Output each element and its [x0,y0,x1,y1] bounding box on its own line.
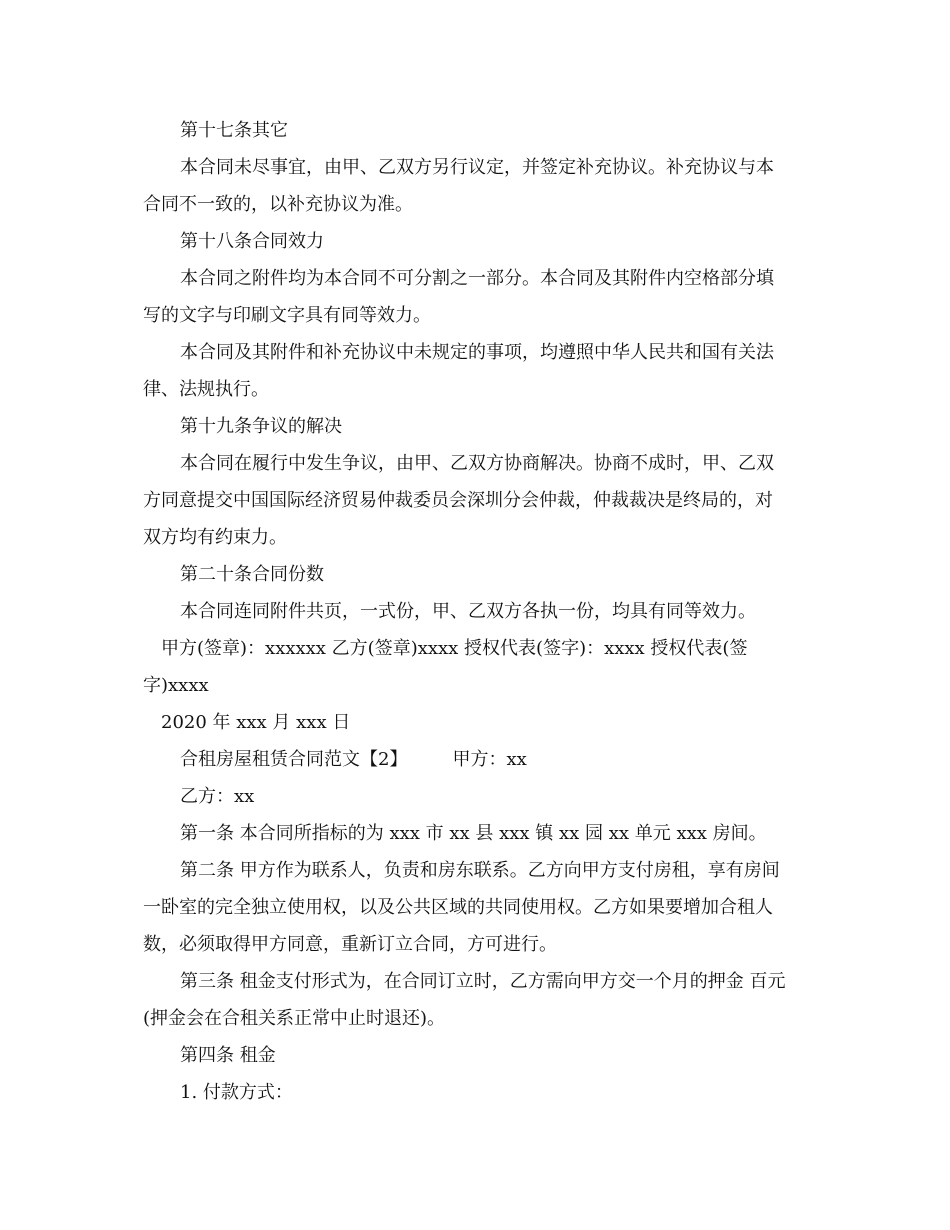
clause-3-line-1: 第三条 租金支付形式为，在合同订立时，乙方需向甲方交一个月的押金 百元 [180,971,786,992]
article-17-para-line-2: 合同不一致的，以补充协议为准。 [143,194,413,215]
article-17-para-line-1: 本合同未尽事宜，由甲、乙双方另行议定，并签定补充协议。补充协议与本 [180,157,774,178]
article-19-para-line-1: 本合同在履行中发生争议，由甲、乙双方协商解决。协商不成时，甲、乙双 [180,453,774,474]
article-18-para1-line-2: 写的文字与印刷文字具有同等效力。 [143,305,431,326]
signature-line-2: 字)xxxx [143,675,209,696]
clause-4-heading: 第四条 租金 [180,1045,276,1066]
article-18-heading: 第十八条合同效力 [180,231,324,252]
article-20-heading: 第二十条合同份数 [180,564,324,585]
party-b-line: 乙方：xx [180,786,255,807]
clause-2-line-3: 数，必须取得甲方同意，重新订立合同，方可进行。 [143,934,557,955]
clause-1-line-1: 第一条 本合同所指标的为 xxx 市 xx 县 xxx 镇 xx 园 xx 单元 xxx 房间。 [180,823,767,844]
signature-line-1: 甲方(签章)：xxxxxx 乙方(签章)xxxx 授权代表(签字)：xxxx 授权代表(签 [161,638,748,659]
signature-date: 2020 年 xxx 月 xxx 日 [161,712,351,733]
clause-3-line-2: (押金会在合租关系正常中止时退还)。 [143,1008,446,1029]
article-19-para-line-2: 方同意提交中国国际经济贸易仲裁委员会深圳分会仲裁，仲裁裁决是终局的，对 [143,490,773,511]
clause-4-item-1: 1. 付款方式： [180,1082,293,1103]
article-18-para2-line-1: 本合同及其附件和补充协议中未规定的事项，均遵照中华人民共和国有关法 [180,342,774,363]
article-19-heading: 第十九条争议的解决 [180,416,342,437]
article-17-heading: 第十七条其它 [180,120,288,141]
article-19-para-line-3: 双方均有约束力。 [143,527,287,548]
article-20-para-line-1: 本合同连同附件共页，一式份，甲、乙双方各执一份，均具有同等效力。 [180,601,756,622]
article-18-para1-line-1: 本合同之附件均为本合同不可分割之一部分。本合同及其附件内空格部分填 [180,268,774,289]
clause-2-line-1: 第二条 甲方作为联系人，负责和房东联系。乙方向甲方支付房租，享有房间 [180,860,780,881]
contract-2-title: 合租房屋租赁合同范文【2】 甲方：xx [180,749,527,770]
article-18-para2-line-2: 律、法规执行。 [143,379,269,400]
clause-2-line-2: 一卧室的完全独立使用权，以及公共区域的共同使用权。乙方如果要增加合租人 [143,897,773,918]
